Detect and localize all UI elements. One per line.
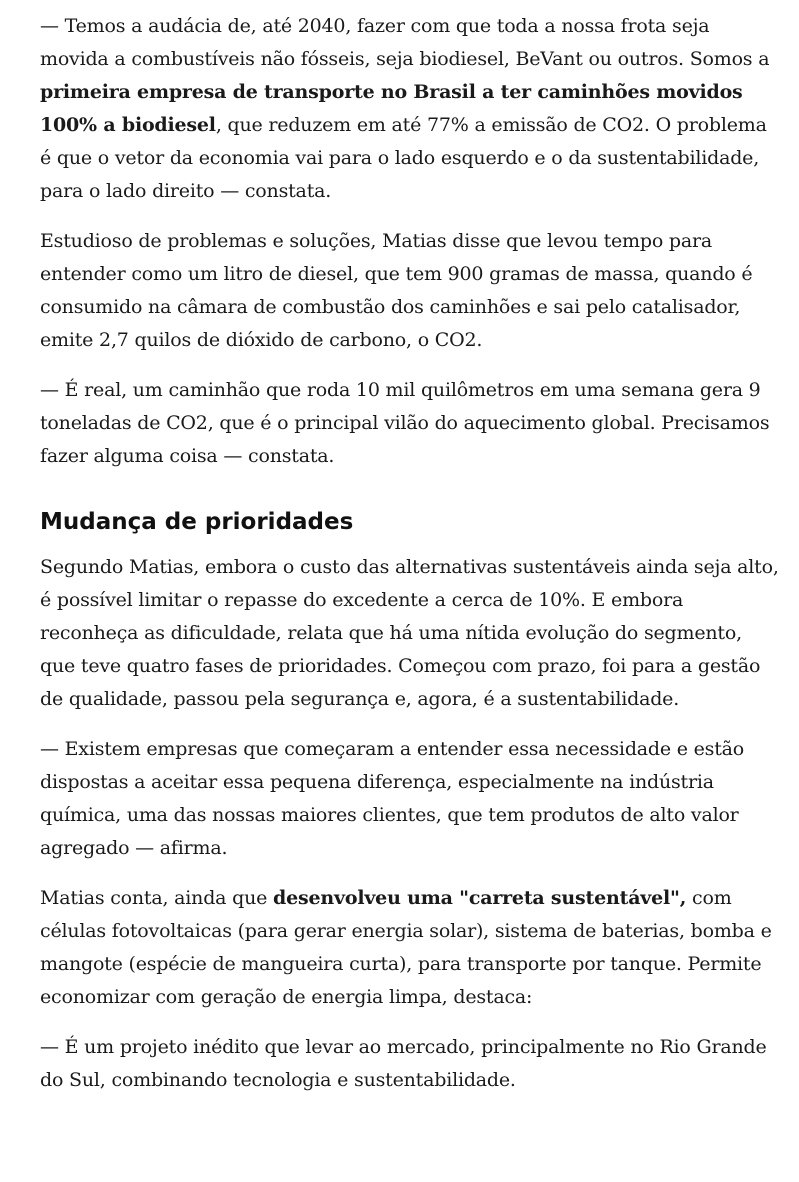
paragraph-quote-co2: — É real, um caminhão que roda 10 mil quilômetros em uma semana gera 9 toneladas de CO2, que é o principal vilão do aquecimento global. Precisamos fazer alguma coisa — constata. [40,379,770,467]
paragraph-quote-empresas: — Existem empresas que começaram a entender essa necessidade e estão dispostas a aceitar essa pequena diferença, especialmente na indústria química, uma das nossas maiores clientes, que tem produtos de alto valor agregado — afirma. [40,738,745,859]
paragraph-quote-projeto: — É um projeto inédito que levar ao mercado, principalmente no Rio Grande do Sul, combinando tecnologia e sustentabilidade. [40,1036,767,1091]
paragraph-text: com células fotovoltaicas (para gerar energia solar), sistema de baterias, bomba e mangote (espécie de mangueira curta), para transporte por tanque. Permite economizar com geração de energia limpa, destaca: [40,887,772,1008]
paragraph-quote-frota [40,10,780,208]
paragraph-diesel: Estudioso de problemas e soluções, Matias disse que levou tempo para entender como um litro de diesel, que tem 900 gramas de massa, quando é consumido na câmara de combustão dos caminhões e sai pelo catalisador, emite 2,7 quilos de dióxido de carbono, o CO2. [40,230,753,351]
bold-highlight: desenvolveu uma "carreta sustentável", [273,887,687,909]
paragraph-text: — Temos a audácia de, até 2040, fazer com que toda a nossa frota seja movida a combustíveis não fósseis, seja biodiesel, BeVant ou outros. Somos a [40,15,770,70]
paragraph-prioridades: Segundo Matias, embora o custo das alternativas sustentáveis ainda seja alto, é possível limitar o repasse do excedente a cerca de 10%. E embora reconheça as dificuldade, relata que há uma nítida evolução do segmento, que teve quatro fases de prioridades. Começou com prazo, foi para a gestão de qualidade, passou pela segurança e, agora, é a sustentabilidade. [40,556,779,710]
section-heading: Mudança de prioridades [40,509,354,535]
paragraph-carreta [40,882,780,1014]
paragraph-text: , que reduzem em até 77% a emissão de CO2. O problema é que o vetor da economia vai para o lado esquerdo e o da sustentabilidade, para o lado direito — constata. [40,114,767,202]
bold-highlight: primeira empresa de transporte no Brasil a ter caminhões movidos 100% a biodiesel [40,81,743,136]
paragraph-text: Matias conta, ainda que [40,887,274,909]
article-body [40,10,780,1114]
